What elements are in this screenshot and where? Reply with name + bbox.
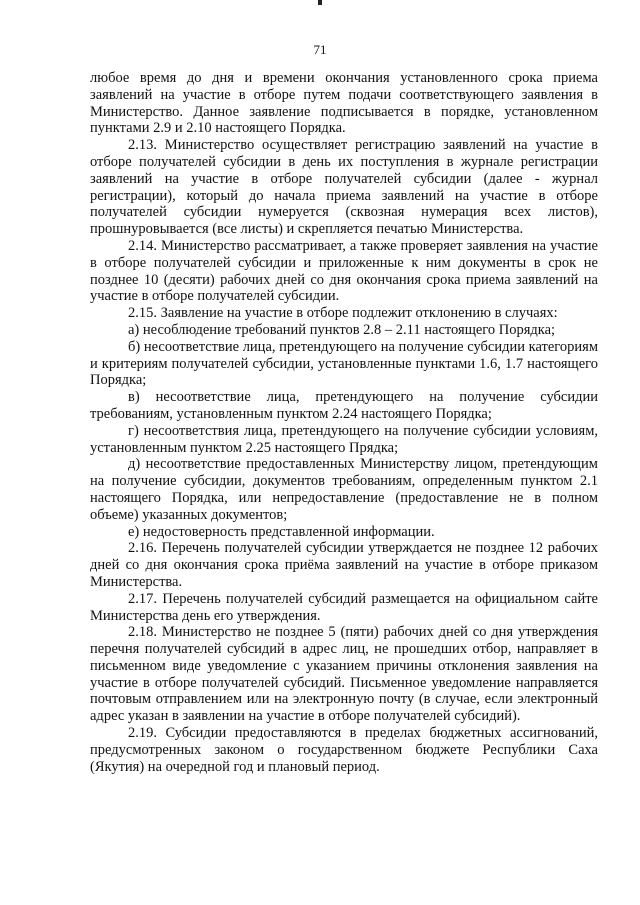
paragraph-2-17: 2.17. Перечень получателей субсидий размещается на официальном сайте Министерства день его утверждения. bbox=[90, 590, 598, 624]
document-body bbox=[90, 70, 598, 775]
paragraph-2-16: 2.16. Перечень получателей субсидии утверждается не позднее 12 рабочих дней со дня окончания срока приёма заявлений на участие в отборе приказом Министерства. bbox=[90, 540, 598, 590]
list-item-a: а) несоблюдение требований пунктов 2.8 – 2.11 настоящего Порядка; bbox=[128, 321, 556, 338]
paragraph-2-18: 2.18. Министерство не позднее 5 (пяти) рабочих дней со дня утверждения перечня получателей субсидий в адрес лиц, не прошедших отбор, направляет в письменном виде уведомление с указанием причины отклонения заявления на участие в отборе получателей субсидий. Письменное уведомление направляется почтовым отправлением или на электронную почту (в случае, если электронный адрес указан в заявлении на участие в отборе получателей субсидий). bbox=[90, 624, 598, 725]
page-number: 71 bbox=[313, 42, 327, 57]
paragraph-continuation: любое время до дня и времени окончания установленного срока приема заявлений на участие в отборе путем подачи соответствующего заявления в Министерство. Данное заявление подписывается в порядке, установленном пунктами 2.9 и 2.10 настоящего Порядка. bbox=[90, 70, 598, 137]
paragraph-2-14: 2.14. Министерство рассматривает, а также проверяет заявления на участие в отборе получателей субсидии и приложенные к ним документы в срок не позднее 10 (десяти) рабочих дней со дня окончания срока приема заявлений на участие в отборе получателей субсидии. bbox=[90, 237, 598, 305]
list-item-v: в) несоответствие лица, претендующего на получение субсидии требованиям, установленным пунктом 2.24 настоящего Порядка; bbox=[90, 389, 598, 422]
paragraph-2-13: 2.13. Министерство осуществляет регистрацию заявлений на участие в отборе получателей субсидии в день их поступления в журнале регистрации заявлений на участие в отборе получателей субсидии (далее - журнал регистрации), который до начала приема заявлений на участие в отборе получателей субсидии нумеруется (сквозная нумерация всех листов), прошнуровывается (все листы) и скрепляется печатью Министерства. bbox=[90, 137, 598, 238]
list-item-e: е) недостоверность представленной информации. bbox=[128, 523, 435, 540]
list-item-g: г) несоответствия лица, претендующего на получение субсидии условиям, установленным пунктом 2.25 настоящего Прядка; bbox=[90, 422, 598, 456]
list-item-b: б) несоответствие лица, претендующего на получение субсидии категориям и критериям получателей субсидии, установленные пунктами 1.6, 1.7 настоящего Порядка; bbox=[90, 338, 598, 389]
paragraph-2-15: 2.15. Заявление на участие в отборе подлежит отклонению в случаях: bbox=[128, 305, 558, 322]
list-item-d: д) несоответствие предоставленных Министерству лицом, претендующим на получение субсидии, документов требованиям, определенным пунктом 2.1 настоящего Порядка, или непредоставление (предоставление не в полном объеме) указанных документов; bbox=[90, 456, 598, 523]
paragraph-2-19: 2.19. Субсидии предоставляются в пределах бюджетных ассигнований, предусмотренных законом о государственном бюджете Республики Саха (Якутия) на очередной год и плановый период. bbox=[90, 725, 598, 775]
scan-mark bbox=[318, 0, 322, 5]
